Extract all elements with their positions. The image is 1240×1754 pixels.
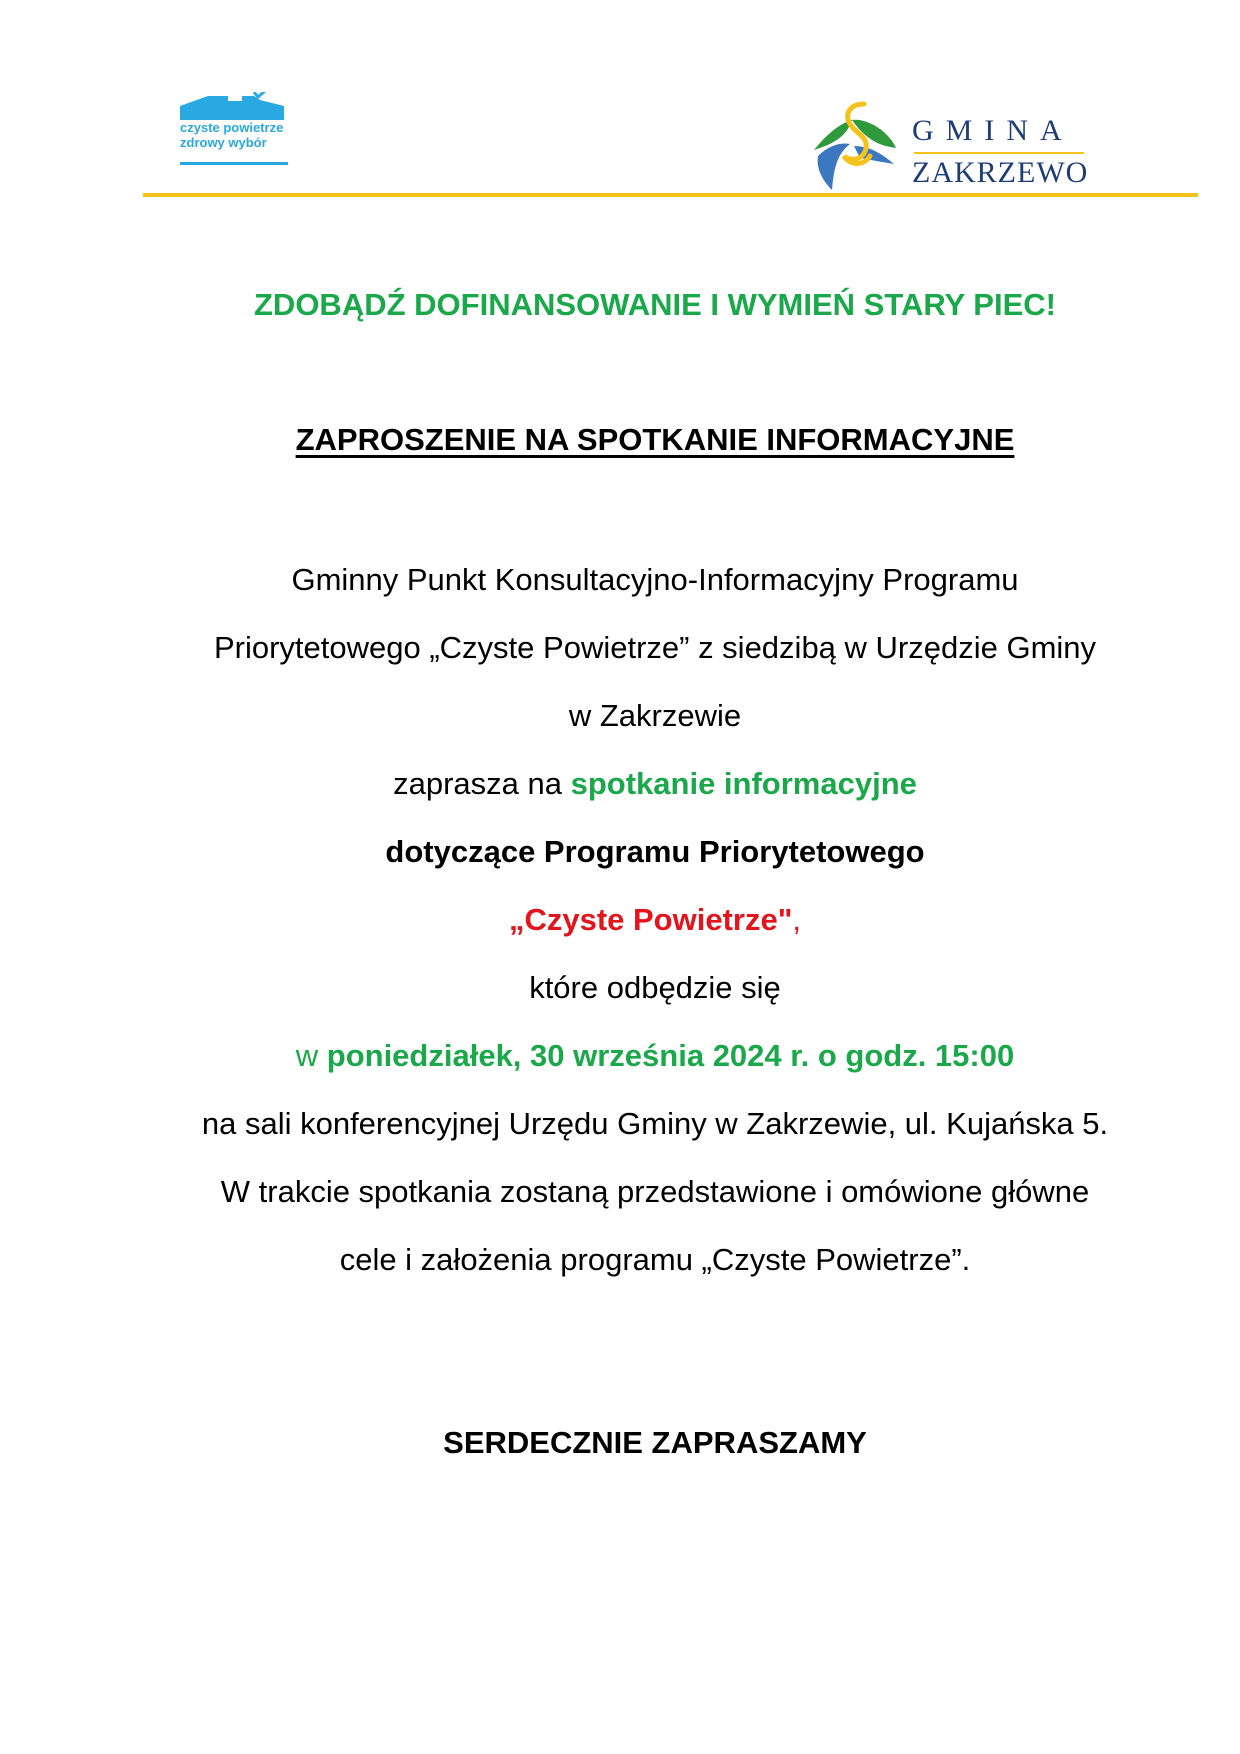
gmina-zakrzewo-emblem-icon: [810, 100, 910, 192]
czyste-powietrze-logo-text: [180, 120, 292, 150]
logo-word-gmina: GMINA: [912, 114, 1074, 147]
date-prefix: w: [295, 1038, 327, 1073]
closing-line: SERDECZNIE ZAPRASZAMY: [443, 1425, 867, 1460]
date-line: [130, 1036, 1180, 1076]
meeting-date: poniedziałek, 30 września 2024 r. o godz. 15:00: [326, 1038, 1015, 1073]
czyste-powietrze-logo: [180, 92, 292, 168]
document-header: [0, 0, 1240, 200]
house-checkmark-icon: [180, 92, 292, 120]
invite-highlight: spotkanie informacyjne: [570, 766, 917, 801]
program-comma: ,: [792, 902, 802, 937]
header-divider: [143, 193, 1198, 197]
description-line-2: cele i założenia programu „Czyste Powietrze”.: [339, 1242, 971, 1277]
title-row: [130, 420, 1180, 460]
logo-text-line2: zdrowy wybór: [180, 135, 267, 150]
logo-word-zakrzewo: ZAKRZEWO: [912, 156, 1089, 189]
program-line: [130, 900, 1180, 940]
document-title: ZAPROSZENIE NA SPOTKANIE INFORMACYJNE: [295, 422, 1015, 457]
invite-line: [130, 764, 1180, 804]
location-line: na sali konferencyjnej Urzędu Gminy w Zakrzewie, ul. Kujańska 5.: [201, 1106, 1109, 1141]
paragraph-line-3: w Zakrzewie: [568, 698, 742, 733]
will-take-place-line: które odbędzie się: [529, 970, 781, 1005]
paragraph-line-2: Priorytetowego „Czyste Powietrze” z siedzibą w Urzędzie Gminy: [213, 630, 1097, 665]
concerning-line: dotyczące Programu Priorytetowego: [385, 834, 925, 869]
gmina-zakrzewo-logo: [810, 100, 1100, 195]
headline: ZDOBĄDŹ DOFINANSOWANIE I WYMIEŃ STARY PIEC!: [254, 287, 1056, 322]
description-line-1: W trakcie spotkania zostaną przedstawione i omówione główne: [220, 1174, 1090, 1209]
paragraph-line-1: Gminny Punkt Konsultacyjno-Informacyjny Programu: [291, 562, 1019, 597]
invite-prefix: zaprasza na: [393, 766, 571, 801]
logo-underline: [180, 162, 288, 165]
logo-text-line1: czyste powietrze: [180, 120, 284, 135]
program-name: „Czyste Powietrze": [508, 902, 793, 937]
logo-accent-line: [914, 152, 1084, 154]
